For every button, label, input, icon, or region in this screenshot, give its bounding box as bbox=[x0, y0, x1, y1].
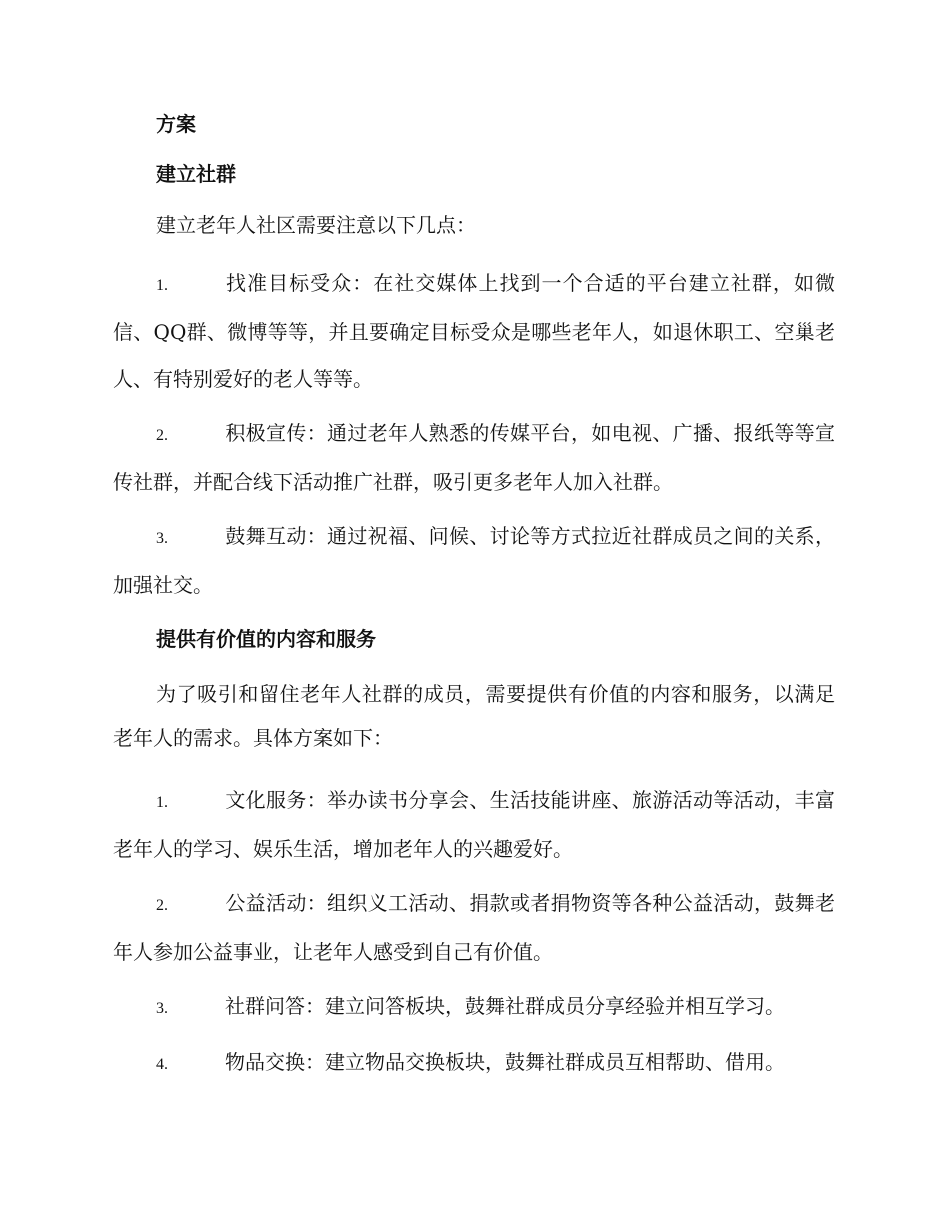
list-item bbox=[113, 410, 835, 506]
list-item-number: 2. bbox=[156, 897, 168, 914]
document-body bbox=[113, 108, 835, 1095]
list-item bbox=[113, 983, 835, 1032]
list-item-text: 鼓舞互动：通过祝福、问候、讨论等方式拉近社群成员之间的关系，加强社交。 bbox=[113, 524, 835, 597]
document-title: 方案 bbox=[156, 112, 196, 136]
list-item bbox=[113, 777, 835, 873]
list-item-number: 3. bbox=[156, 1000, 168, 1017]
list-item-text: 社群问答：建立问答板块，鼓舞社群成员分享经验并相互学习。 bbox=[225, 994, 785, 1018]
list-item bbox=[113, 260, 835, 403]
list-item bbox=[113, 513, 835, 609]
section-intro: 为了吸引和留住老年人社群的成员，需要提供有价值的内容和服务，以满足老年人的需求。具体方案如下： bbox=[113, 682, 835, 750]
list-item-number: 1. bbox=[156, 794, 168, 811]
list-item-number: 3. bbox=[156, 530, 168, 547]
list-item-text: 找准目标受众：在社交媒体上找到一个合适的平台建立社群，如微信、QQ群、微博等等，并且要确定目标受众是哪些老年人，如退休职工、空巢老人、有特别爱好的老人等等。 bbox=[113, 271, 835, 391]
list-item bbox=[113, 1039, 835, 1088]
list-item-number: 2. bbox=[156, 427, 168, 444]
section-intro: 建立老年人社区需要注意以下几点： bbox=[156, 213, 476, 237]
section-heading: 建立社群 bbox=[156, 162, 236, 186]
list-item bbox=[113, 880, 835, 976]
list-item-text: 公益活动：组织义工活动、捐款或者捐物资等各种公益活动，鼓舞老年人参加公益事业，让老年人感受到自己有价值。 bbox=[113, 891, 835, 964]
list-item-number: 4. bbox=[156, 1056, 168, 1073]
list-item-text: 积极宣传：通过老年人熟悉的传媒平台，如电视、广播、报纸等等宣传社群，并配合线下活动推广社群，吸引更多老年人加入社群。 bbox=[113, 421, 835, 494]
list-item-number: 1. bbox=[156, 277, 168, 294]
list-item-text: 文化服务：举办读书分享会、生活技能讲座、旅游活动等活动，丰富老年人的学习、娱乐生活，增加老年人的兴趣爱好。 bbox=[113, 788, 835, 861]
list-item-text: 物品交换：建立物品交换板块，鼓舞社群成员互相帮助、借用。 bbox=[225, 1050, 785, 1074]
section-heading: 提供有价值的内容和服务 bbox=[156, 627, 376, 651]
